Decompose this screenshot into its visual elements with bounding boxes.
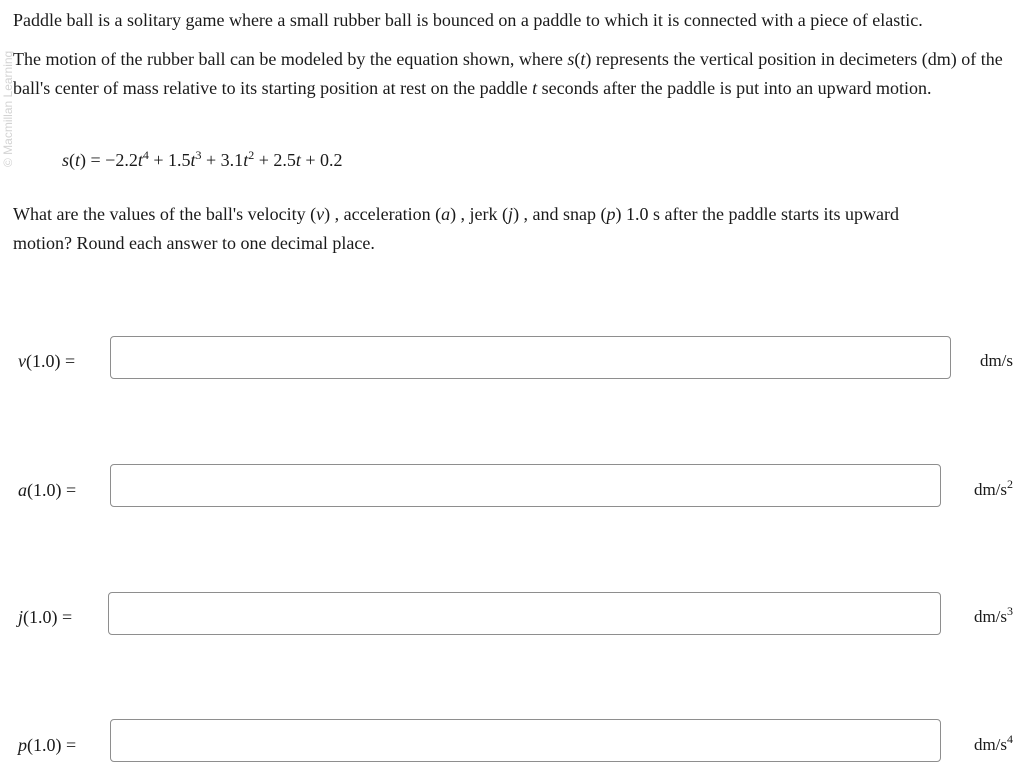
intro-text: Paddle ball is a solitary game where a small rubber ball is bounced on a paddle to which it is connected with a piece of elastic. [13,10,923,30]
model-description: The motion of the rubber ball can be modeled by the equation shown, where s(t) represents the vertical position in decimeters (dm) of the ball's center of mass relative to its starting position at rest on the paddle t seconds after the paddle is put into an upward motion. [13,49,1003,98]
snap-label: p(1.0) = [18,735,77,755]
acceleration-input[interactable] [110,464,941,507]
jerk-input[interactable] [108,592,941,635]
acceleration-unit: $dm/s^2$ [973,477,1013,499]
acceleration-label: a(1.0) = [18,480,77,500]
jerk-unit: $dm/s^3$ [973,604,1013,626]
velocity-label: v(1.0) = [18,351,76,371]
copyright-watermark: © Macmillan Learning [1,50,15,167]
question-text: What are the values of the ball's velocity (v) , acceleration (a) , jerk (j) , and snap (p) 1.0 s after the paddle starts its upward motion? Round each answer to one decimal place. [13,204,899,253]
velocity-input[interactable] [110,336,951,379]
snap-unit: $dm/s^4$ [973,732,1013,754]
velocity-unit: dm/s [979,351,1013,370]
snap-input[interactable] [110,719,941,762]
position-equation: $s(t) = -2.2t^4 + 1.5t^3 + 3.1t^2 + 2.5t + 0.2$ [62,148,343,170]
jerk-label: j(1.0) = [18,607,73,627]
